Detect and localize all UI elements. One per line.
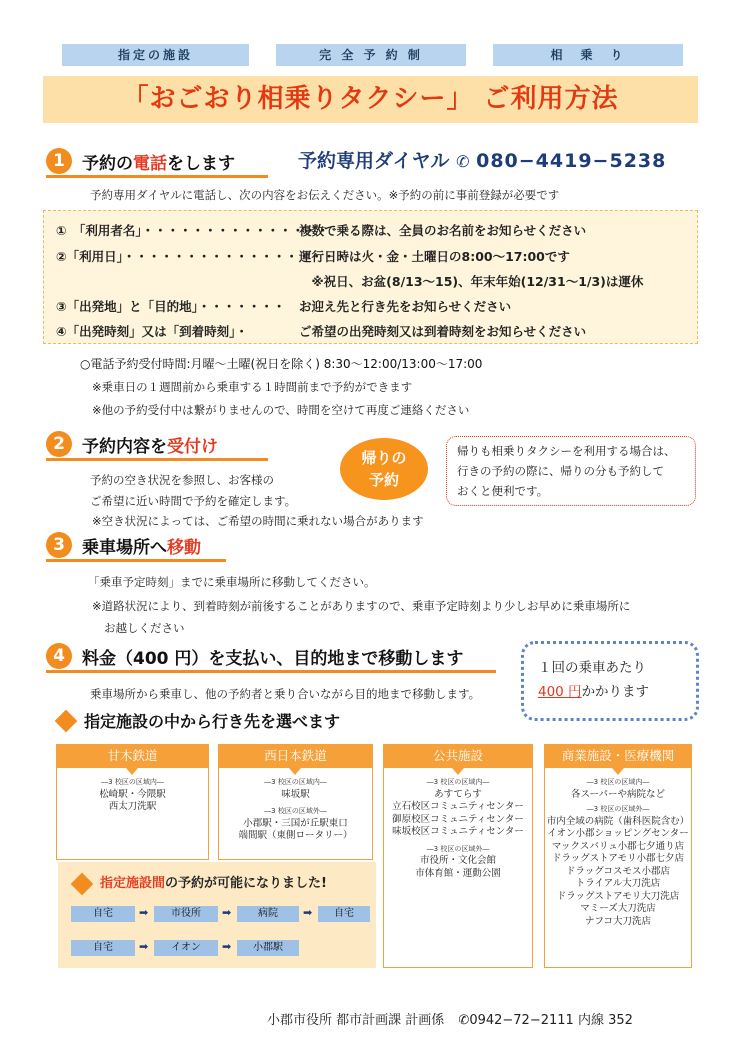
- diamond-icon: [55, 710, 78, 733]
- facility-list: ―3 校区の区域内― 松崎駅・今隈駅 西太刀洗駅: [99, 778, 166, 812]
- tag-shared-ride: 相 乗 り: [493, 44, 683, 66]
- between-facilities-title: 指定施設間の予約が可能になりました!: [100, 876, 327, 891]
- facility-list: ―3 校区の区域内― 味坂駅 ―3 校区の区域外― 小郡駅・三国が丘駅東口 端間駅（東側ロータリー）: [238, 778, 353, 841]
- return-reservation-note: 帰りも相乗りタクシーを利用する場合は、 行きの予約の際に、帰りの分も予約して おくと便利です。: [446, 436, 696, 506]
- info-row-user: ① 「利用者名」・・・・・・・・・・・・・・・ 複数で乗る際は、全員のお名前をお知らせください: [56, 223, 587, 238]
- step-3-note-2: お越しください: [104, 621, 185, 635]
- footer-contact: 小郡市役所 都市計画課 計画係 ✆0942−72−2111 内線 352: [267, 1013, 633, 1028]
- tag-full-reservation: 完 全 予 約 制: [276, 44, 466, 66]
- info-row-time: ④「出発時刻」又は「到着時刻」・ ご希望の出発時刻又は到着時刻をお知らせください: [56, 324, 587, 339]
- route-chip: 自宅: [318, 906, 370, 922]
- route-chip: 自宅: [71, 906, 135, 922]
- step-3-badge: 3: [46, 532, 72, 558]
- step-2-badge: 2: [46, 431, 72, 457]
- arrow-right-icon: ➡: [303, 906, 313, 919]
- down-arrow-icon: [289, 768, 301, 775]
- tag-designated-facility: 指定の施設: [62, 44, 249, 66]
- phone-icon: ✆: [456, 152, 470, 171]
- down-arrow-icon: [126, 768, 138, 775]
- facility-column-title: 西日本鉄道: [218, 744, 373, 768]
- arrow-right-icon: ➡: [222, 940, 232, 953]
- facilities-heading: 指定施設の中から行き先を選べます: [84, 712, 341, 731]
- step-4-heading: 料金（400 円）を支払い、目的地まで移動します: [82, 649, 464, 669]
- info-row-date: ②「利用日」・・・・・・・・・・・・・・・・・・ 運行日時は火・金・土曜日の8:00〜17:00です: [56, 249, 570, 264]
- step-3-underline: [46, 559, 226, 562]
- step-4-underline: [46, 670, 496, 673]
- down-arrow-icon: [612, 768, 624, 775]
- fare-box: １回の乗車あたり 400 円かかります: [521, 641, 699, 721]
- facility-column-title: 公共施設: [383, 744, 533, 768]
- step-2-line-1: 予約の空き状況を参照し、お客様の: [90, 473, 274, 487]
- step-1-badge: 1: [46, 148, 72, 174]
- step-3-note-1: ※道路状況により、到着時刻が前後することがありますので、乗車予定時刻より少しお早めに乗車場所に: [92, 599, 631, 613]
- step-1-intro: 予約専用ダイヤルに電話し、次の内容をお伝えください。※予約の前に事前登録が必要です: [90, 188, 560, 202]
- step-4-line: 乗車場所から乗車し、他の予約者と乗り合いながら目的地まで移動します。: [90, 687, 481, 701]
- step-1-note-2: ※他の予約受付中は繋がりませんので、時間を空けて再度ご連絡ください: [92, 403, 470, 417]
- step-3-line: 「乗車予定時刻」までに乗車場所に移動してください。: [88, 575, 376, 589]
- facility-list: ―3 校区の区域内― 各スーパーや病院など ―3 校区の区域外― 市内全域の病院（歯科医院含む） イオン小郡ショッピングセンター マックスバリュ小郡七夕通り店 ドラッグストアモリ小郡七夕店 ドラッグコスモス小郡店 トライアル大刀洗店 ドラッグストアモリ大刀洗店 マミーズ大刀洗店 ナフコ大刀洗店: [546, 778, 690, 927]
- step-3-heading: 乗車場所へ移動: [82, 538, 201, 558]
- reservation-dial[interactable]: 予約専用ダイヤル ✆ 080−4419−5238: [298, 150, 667, 172]
- facility-column-title: 商業施設・医療機関: [544, 744, 692, 768]
- facility-column-title: 甘木鉄道: [56, 744, 209, 768]
- info-row-place: ③「出発地」と「目的地」・・・・・・・ お迎え先と行き先をお知らせください: [56, 299, 512, 314]
- page-title: 「おごおり相乗りタクシー」 ご利用方法: [43, 76, 698, 123]
- step-1-note-1: ※乗車日の１週間前から乗車する１時間前まで予約ができます: [92, 380, 413, 394]
- phone-icon: ✆: [458, 1013, 470, 1028]
- arrow-right-icon: ➡: [139, 940, 149, 953]
- step-1-heading: 予約の電話をします: [82, 154, 235, 174]
- down-arrow-icon: [452, 768, 464, 775]
- step-2-line-2: ご希望に近い時間で予約を確定します。: [90, 494, 297, 508]
- arrow-right-icon: ➡: [139, 906, 149, 919]
- step-2-underline: [46, 458, 268, 461]
- step-2-heading: 予約内容を受付け: [82, 437, 218, 457]
- arrow-right-icon: ➡: [222, 906, 232, 919]
- facility-list: ―3 校区の区域内― あすてらす 立石校区コミュニティセンター 御原校区コミュニティセンター 味坂校区コミュニティセンター ―3 校区の区域外― 市役所・文化会館 市体育館・運動公園: [392, 778, 524, 879]
- step-4-badge: 4: [46, 643, 72, 669]
- return-reservation-badge: 帰りの 予約: [340, 438, 428, 500]
- route-chip: 小郡駅: [237, 940, 299, 956]
- route-chip: 病院: [237, 906, 299, 922]
- route-chip: 市役所: [154, 906, 218, 922]
- step-1-underline: [46, 175, 268, 178]
- phone-hours: ○電話予約受付時間:月曜〜土曜(祝日を除く) 8:30〜12:00/13:00〜17:00: [80, 357, 483, 371]
- reservation-info-box: ① 「利用者名」・・・・・・・・・・・・・・・ 複数で乗る際は、全員のお名前をお知らせください ②「利用日」・・・・・・・・・・・・・・・・・・ 運行日時は火・金・土曜日の8:00〜17:00です ※祝日、お盆(8/13〜15)、年末年始(12/31〜1/3)は運休 ③「出発地」と「目的地」・・・・・・・ お迎え先と行き先をお知らせください ④「出発時刻」又は「到着時刻」・ ご希望の出発時刻又は到着時刻をお知らせください: [43, 210, 698, 344]
- step-2-note: ※空き状況によっては、ご希望の時間に乗れない場合があります: [92, 514, 424, 528]
- route-chip: 自宅: [71, 940, 135, 956]
- route-chip: イオン: [154, 940, 218, 956]
